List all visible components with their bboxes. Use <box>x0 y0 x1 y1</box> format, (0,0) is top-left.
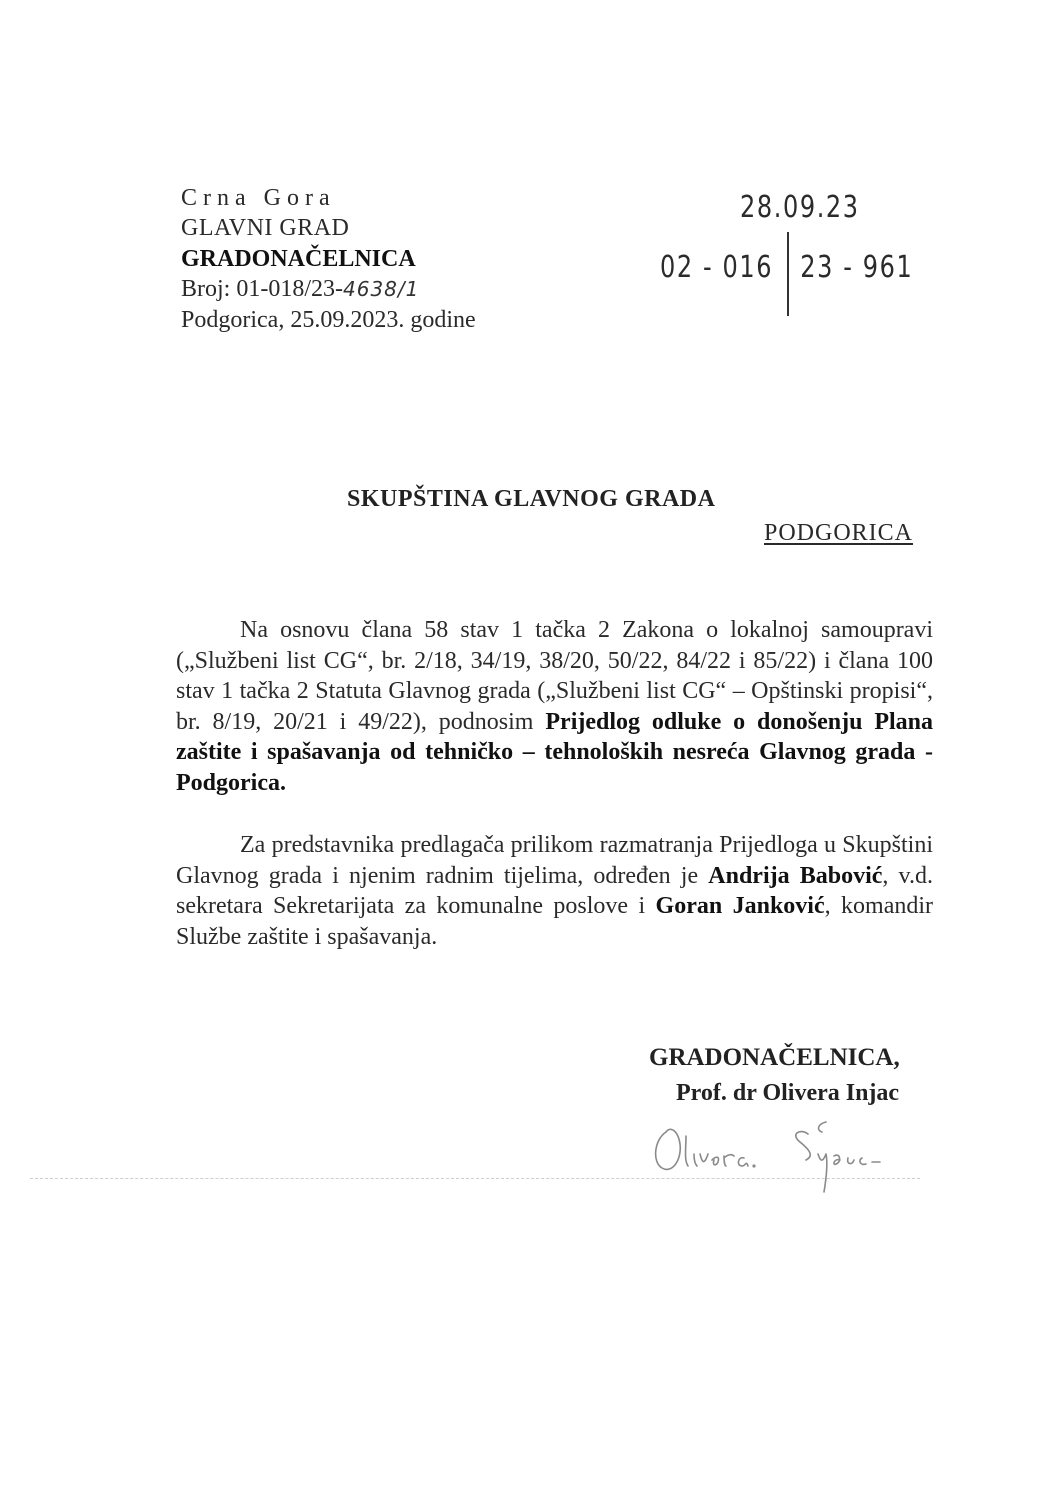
addressee-title: SKUPŠTINA GLAVNOG GRADA <box>347 486 716 512</box>
header-city: GLAVNI GRAD <box>181 215 350 241</box>
signature-name: Prof. dr Olivera Injac <box>676 1080 900 1106</box>
body-paragraph-2 <box>176 830 933 952</box>
header-office: GRADONAČELNICA <box>181 246 416 272</box>
stamp-number-right: 23 - 961 <box>800 250 914 285</box>
scan-artifact-line <box>30 1178 920 1179</box>
paragraph-1-bold: Prijedlog odluke o donošenju Plana zaštite i spašavanja od tehničko – tehnoloških nesreća Glavnog grada - Podgorica. <box>176 708 933 796</box>
paragraph-2-text-c: , komandir Službe zaštite i spašavanja. <box>176 893 934 950</box>
header-reference-number <box>181 274 419 304</box>
addressee-city: PODGORICA <box>764 520 914 546</box>
paragraph-1-text: Na osnovu člana 58 stav 1 tačka 2 Zakona o lokalnoj samoupravi („Službeni list CG“, br. 2/18, 34/19, 38/20, 50/22, 84/22 i 85/22) i člana 100 stav 1 tačka 2 Statuta Glavnog grada („Službeni list CG“ – Opštinski propisi“, br. 8/19, 20/21 i 49/22), podnosim <box>176 617 933 735</box>
stamp-number-left: 02 - 016 <box>660 250 774 285</box>
signature-title: GRADONAČELNICA, <box>649 1044 900 1071</box>
header-country: Crna Gora <box>181 185 336 211</box>
paragraph-2-text-b: , v.d. sekretara Sekretarijata za komunalne poslove i <box>176 862 933 920</box>
header-place-date: Podgorica, 25.09.2023. godine <box>181 307 476 333</box>
reference-number-prefix: Broj: 01-018/23- <box>181 276 343 302</box>
reference-number-handwritten: 4638/1 <box>343 277 420 301</box>
representative-name-2: Goran Janković <box>655 893 825 920</box>
stamp-divider <box>787 232 789 316</box>
representative-name-1: Andrija Babović <box>708 862 883 889</box>
handwritten-signature <box>650 1120 940 1200</box>
body-paragraph-1 <box>176 615 933 799</box>
paragraph-2-text-a: Za predstavnika predlagača prilikom razmatranja Prijedloga u Skupštini Glavnog grada i njenim radnim tijelima, određen je <box>176 832 933 889</box>
stamp-received-date: 28.09.23 <box>740 190 860 225</box>
